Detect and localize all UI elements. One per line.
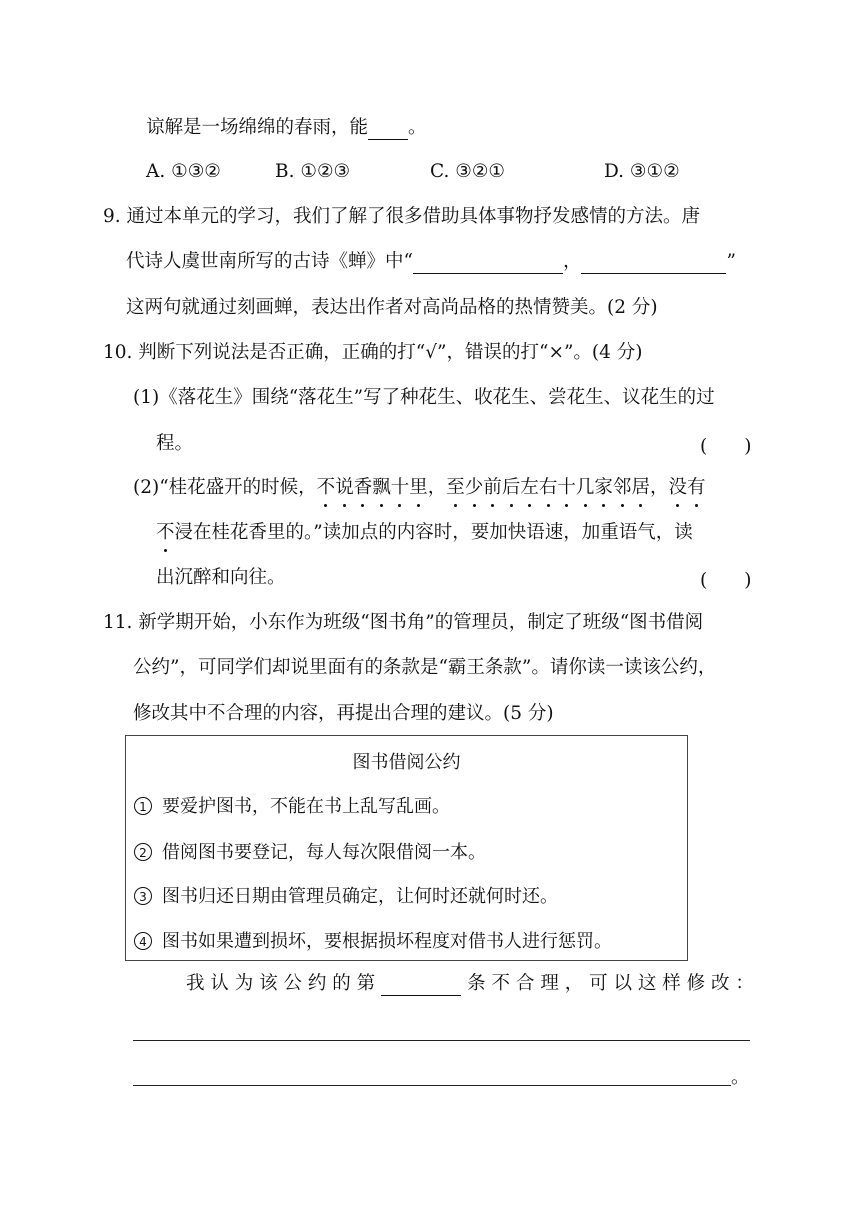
circled-number-icon: 2	[134, 843, 152, 861]
q10-item1-line2: 程。	[156, 433, 194, 454]
dotted-char: 不	[156, 522, 175, 543]
dotted-char: 居	[631, 477, 650, 498]
q11-line-3: 修改其中不合理的内容，再提出合理的建议。(5 分)	[133, 703, 554, 724]
q9-blank-1[interactable]	[413, 255, 563, 274]
dotted-char: 飘	[372, 477, 391, 498]
q8-option-b[interactable]: B. ①②③	[275, 161, 351, 182]
answer-writing-line-2[interactable]	[133, 1085, 731, 1086]
dotted-char: 右	[538, 477, 558, 498]
rules-item-3	[134, 882, 558, 908]
q9-line-1: 9. 通过本单元的学习，我们了解了很多借助具体事物抒发感情的方法。唐	[103, 206, 701, 227]
q10-item2-line1	[133, 476, 706, 500]
q8-tail-text: 谅解是一场绵绵的春雨，能	[146, 117, 369, 138]
dotted-char: 家	[594, 477, 613, 498]
circled-number-icon: 4	[134, 932, 152, 950]
dotted-char: 没	[668, 477, 687, 498]
rules-box-title: 图书借阅公约	[352, 752, 461, 773]
circled-number-icon: 3	[134, 887, 152, 905]
rules-item-text: 图书如果遭到损坏，要根据损坏程度对借书人进行惩罚。	[162, 931, 612, 952]
q9-comma: ，	[562, 251, 582, 272]
q8-tail-end: 。	[408, 117, 427, 138]
q8-option-d[interactable]: D. ③①②	[604, 161, 680, 182]
q10-item1-answer-paren[interactable]: ( )	[700, 436, 752, 457]
q9-line-2-text: 代诗人虞世南所写的古诗《蝉》中“	[126, 251, 413, 272]
rules-item-2	[134, 838, 486, 864]
dotted-char: 后	[501, 477, 521, 498]
answer-writing-line-1[interactable]	[133, 1040, 750, 1041]
q8-tail-line	[146, 116, 427, 140]
rules-item-text: 借阅图书要登记，每人每次限借阅一本。	[162, 842, 486, 863]
q10-item2-line2-text: 浸在桂花香里的。”读加点的内容时，要加快语速，加重语气，读	[174, 522, 693, 543]
q11-rule-number-blank[interactable]	[381, 977, 461, 996]
dotted-char: 至	[446, 477, 465, 498]
q9-line-2	[126, 250, 736, 274]
dotted-char: 不	[316, 477, 336, 498]
q8-option-c[interactable]: C. ③②①	[430, 161, 506, 182]
q10-stem: 10. 判断下列说法是否正确，正确的打“√”，错误的打“×”。(4 分)	[103, 342, 643, 363]
comma: ，	[649, 477, 669, 498]
q10-item1-line1: (1)《落花生》围绕“落花生”写了种花生、收花生、尝花生、议花生的过	[133, 387, 715, 408]
rules-box	[125, 735, 688, 961]
rules-item-1	[134, 792, 450, 818]
q8-answer-blank[interactable]	[368, 121, 408, 140]
dotted-char: 说	[335, 477, 354, 498]
dotted-char: 香	[353, 477, 373, 498]
q10-item2-answer-paren[interactable]: ( )	[700, 570, 752, 591]
q10-item2-line3: 出沉醉和向往。	[156, 567, 286, 588]
q11-line-1: 11. 新学期开始，小东作为班级“图书角”的管理员，制定了班级“图书借阅	[103, 612, 704, 633]
q8-option-a[interactable]: A. ①③②	[146, 161, 221, 182]
dotted-char: 十	[390, 477, 410, 498]
q11-answer-text-a: 我 认 为 该 公 约 的 第	[186, 973, 376, 994]
q11-line-2: 公约”，可同学们却说里面有的条款是“霸王条款”。请你读一读该公约，	[133, 657, 717, 678]
end-period: 。	[731, 1067, 750, 1088]
dotted-char: 有	[686, 477, 706, 498]
rules-item-text: 图书归还日期由管理员确定，让何时还就何时还。	[162, 886, 558, 907]
q10-item2-line2	[156, 521, 693, 545]
dotted-char: 少	[464, 477, 484, 498]
q10-item2-pre: (2)“桂花盛开的时候，	[133, 477, 317, 498]
q11-answer-line	[186, 972, 754, 996]
q11-answer-text-b: 条 不 合 理 ， 可 以 这 样 修 改 ：	[467, 973, 754, 994]
dotted-char: 十	[557, 477, 576, 498]
q9-blank-2[interactable]	[581, 255, 726, 274]
dotted-char: 邻	[612, 477, 632, 498]
rules-item-4	[134, 927, 612, 953]
dotted-char: 里	[409, 477, 428, 498]
dotted-char: 前	[483, 477, 502, 498]
dotted-char: 左	[520, 477, 539, 498]
comma: ，	[427, 477, 447, 498]
dotted-char: 几	[575, 477, 595, 498]
q9-close-quote: ”	[726, 251, 736, 272]
rules-item-text: 要爱护图书，不能在书上乱写乱画。	[162, 796, 450, 817]
q9-line-3: 这两句就通过刻画蝉，表达出作者对高尚品格的热情赞美。(2 分)	[126, 297, 658, 318]
circled-number-icon: 1	[134, 797, 152, 815]
